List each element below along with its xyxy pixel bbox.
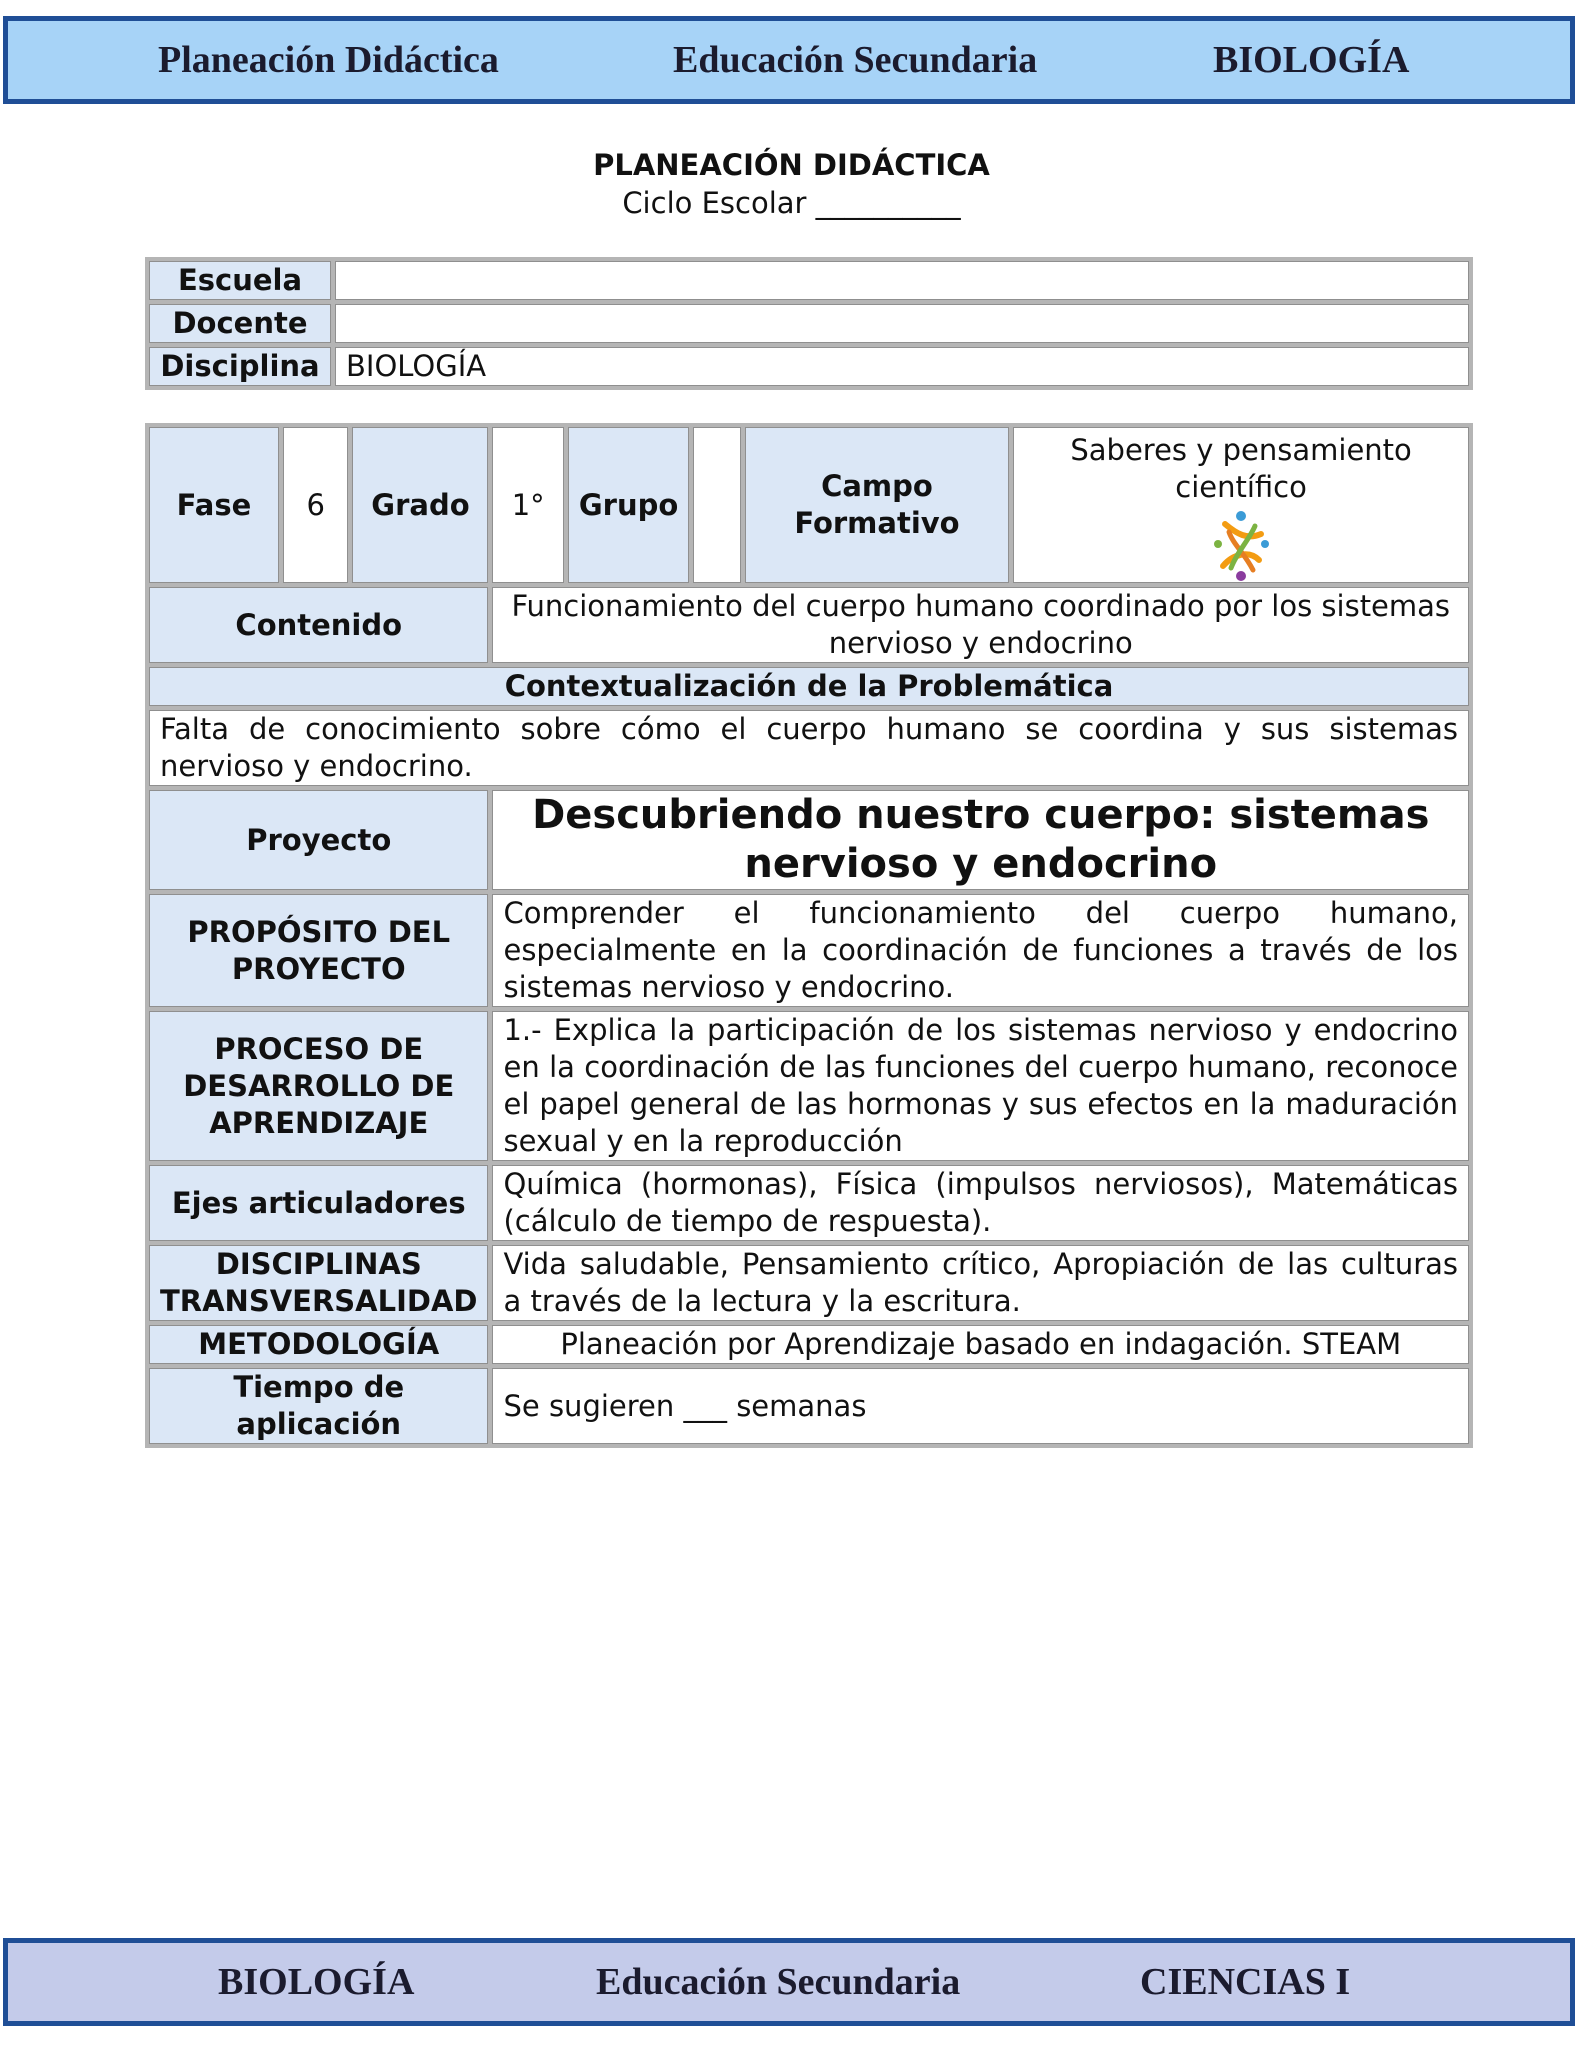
transversalidad-value[interactable]: Vida saludable, Pensamiento crítico, Apropiación de las culturas a través de la lectura y la escritura.	[492, 1245, 1469, 1321]
pda-value[interactable]: 1.- Explica la participación de los sistemas nervioso y endocrino en la coordinación de las funciones del cuerpo humano, reconoce el papel general de las hormonas y sus efectos en la maduración sexual y en la reproducción	[492, 1011, 1469, 1161]
ejes-value[interactable]: Química (hormonas), Física (impulsos nerviosos), Matemáticas (cálculo de tiempo de respuesta).	[492, 1165, 1469, 1241]
disciplina-label: Disciplina	[149, 347, 331, 386]
science-field-logo-icon	[1203, 510, 1279, 582]
pda-row	[149, 1011, 1469, 1161]
metodologia-value[interactable]: Planeación por Aprendizaje basado en indagación. STEAM	[492, 1325, 1469, 1364]
tiempo-label: Tiempo de aplicación	[149, 1368, 488, 1444]
footer-band	[3, 1938, 1575, 2026]
school-info-table	[145, 257, 1473, 390]
document-title: PLANEACIÓN DIDÁCTICA	[593, 148, 990, 182]
contextualizacion-row	[149, 710, 1469, 786]
metodologia-row	[149, 1325, 1469, 1364]
ejes-label: Ejes articuladores	[149, 1165, 488, 1241]
tiempo-value[interactable]: Se sugieren ___ semanas	[492, 1368, 1469, 1444]
metodologia-label: METODOLOGÍA	[149, 1325, 488, 1364]
proposito-label: PROPÓSITO DEL PROYECTO	[149, 894, 488, 1007]
header-band	[3, 16, 1575, 104]
transversalidad-row	[149, 1245, 1469, 1321]
escuela-row	[149, 261, 1469, 300]
contextualizacion-value[interactable]: Falta de conocimiento sobre cómo el cuerpo humano se coordina y sus sistemas nervioso y endocrino.	[149, 710, 1469, 786]
contenido-label: Contenido	[149, 587, 488, 663]
fase-label: Fase	[149, 427, 279, 583]
proyecto-row	[149, 790, 1469, 890]
grupo-value[interactable]	[693, 427, 740, 583]
campo-formativo-cell	[1013, 427, 1469, 583]
disciplina-field[interactable]: BIOLOGÍA	[335, 347, 1469, 386]
contextualizacion-label: Contextualización de la Problemática	[149, 667, 1469, 706]
tiempo-row	[149, 1368, 1469, 1444]
footer-right-text: CIENCIAS I	[1140, 1961, 1351, 2003]
grado-value[interactable]: 1°	[492, 427, 563, 583]
docente-row	[149, 304, 1469, 343]
transversalidad-label: DISCIPLINAS TRANSVERSALIDAD	[149, 1245, 488, 1321]
contenido-row	[149, 587, 1469, 663]
fase-value[interactable]: 6	[283, 427, 349, 583]
phase-row	[149, 427, 1469, 583]
escuela-field[interactable]	[335, 261, 1469, 300]
footer-center-text: Educación Secundaria	[596, 1961, 961, 2003]
contextualizacion-header-row	[149, 667, 1469, 706]
proposito-value[interactable]: Comprender el funcionamiento del cuerpo humano, especialmente en la coordinación de funciones a través de los sistemas nervioso y endocrino.	[492, 894, 1469, 1007]
grupo-label: Grupo	[568, 427, 689, 583]
footer-left-text: BIOLOGÍA	[218, 1961, 415, 2003]
header-right-text: BIOLOGÍA	[1213, 39, 1410, 81]
pda-label: PROCESO DE DESARROLLO DE APRENDIZAJE	[149, 1011, 488, 1161]
disciplina-row	[149, 347, 1469, 386]
header-left-text: Planeación Didáctica	[158, 39, 499, 81]
docente-field[interactable]	[335, 304, 1469, 343]
school-cycle: Ciclo Escolar __________	[622, 186, 961, 220]
proposito-row	[149, 894, 1469, 1007]
escuela-label: Escuela	[149, 261, 331, 300]
campo-formativo-value: Saberes y pensamiento científico	[1070, 433, 1412, 504]
planning-table	[145, 423, 1473, 1448]
proyecto-label: Proyecto	[149, 790, 488, 890]
campo-formativo-label: Campo Formativo	[745, 427, 1009, 583]
contenido-value[interactable]: Funcionamiento del cuerpo humano coordinado por los sistemas nervioso y endocrino	[492, 587, 1469, 663]
header-center-text: Educación Secundaria	[673, 39, 1038, 81]
docente-label: Docente	[149, 304, 331, 343]
proyecto-value[interactable]: Descubriendo nuestro cuerpo: sistemas nervioso y endocrino	[492, 790, 1469, 890]
grado-label: Grado	[352, 427, 488, 583]
document-title-block	[0, 146, 1583, 222]
ejes-row	[149, 1165, 1469, 1241]
